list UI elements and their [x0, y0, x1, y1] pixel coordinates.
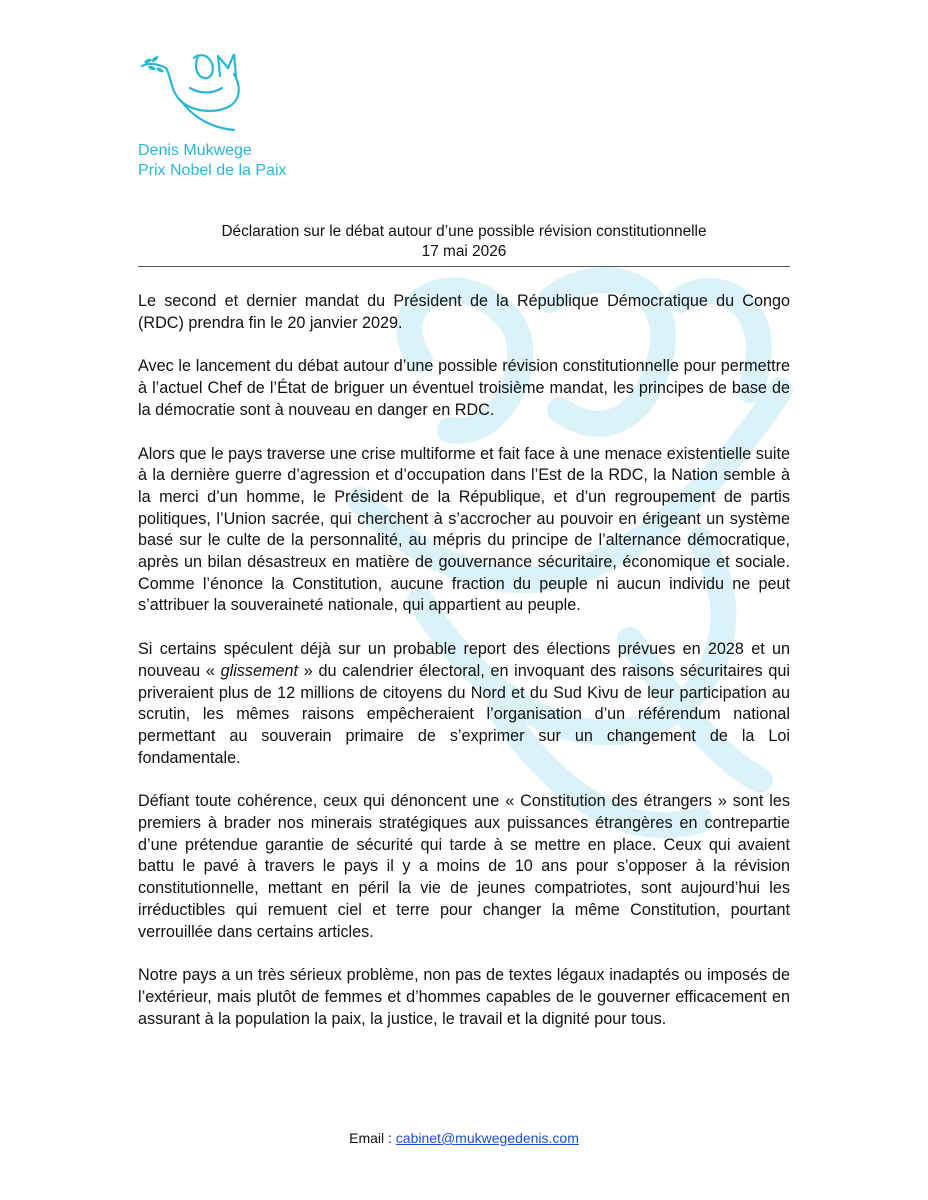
- brand-subtitle: Prix Nobel de la Paix: [138, 162, 287, 179]
- declaration-date: 17 mai 2026: [421, 243, 507, 260]
- footer: [0, 1130, 928, 1146]
- paragraph-4-emphasis: glissement: [220, 661, 298, 680]
- declaration-body: [138, 291, 790, 1052]
- paragraph-3: Alors que le pays traverse une crise multiforme et fait face à une menace existentielle suite à la dernière guerre d’agression et d’occupation dans l’Est de la RDC, la Nation semble à la merci d’un homme, le Président de la République, et d’un regroupement de partis politiques, l’Union sacrée, qui cherchent à s’accrocher au pouvoir en érigeant un système basé sur le culte de la personnalité, au mépris du principe de l’alternance démocratique, après un bilan désastreux en matière de gouvernance sécuritaire, économique et sociale. Comme l’énonce la Constitution, aucune fraction du peuple ni aucun individu ne peut s’attribuer la souveraineté nationale, qui appartient au peuple.: [138, 444, 790, 615]
- brand-block: [138, 141, 287, 181]
- brand-name: Denis Mukwege: [138, 142, 252, 159]
- heading-divider: [138, 266, 790, 267]
- email-link[interactable]: cabinet@mukwegedenis.com: [395, 1130, 579, 1146]
- declaration-title: Déclaration sur le débat autour d’une possible révision constitutionnelle: [221, 223, 707, 240]
- paragraph-1: Le second et dernier mandat du Président de la République Démocratique du Congo (RDC) prendra fin le 20 janvier 2029.: [138, 292, 790, 332]
- paragraph-5: Défiant toute cohérence, ceux qui dénoncent une « Constitution des étrangers » sont les premiers à brader nos minerais stratégiques aux puissances étrangères en contrepartie d’une prétendue garantie de sécurité qui tarde à se mettre en place. Ceux qui avaient battu le pavé à travers le pays il y a moins de 10 ans pour s’opposer à la révision constitutionnelle, mettant en péril la vie de jeunes compatriotes, sont aujourd’hui les irréductibles qui remuent ciel et terre pour changer la même Constitution, pourtant verrouillée dans certains articles.: [138, 792, 790, 941]
- paragraph-6: Notre pays a un très sérieux problème, non pas de textes légaux inadaptés ou imposés de l’extérieur, mais plutôt de femmes et d’hommes capables de le gouverner efficacement en assurant à la population la paix, la justice, le travail et la dignité pour tous.: [138, 966, 790, 1028]
- paragraph-4-end: » du calendrier électoral, en invoquant des raisons sécuritaires qui priveraient plus de 12 millions de citoyens du Nord et du Sud Kivu de leur participation au scrutin, les mêmes raisons empêcheraient l’organisation d’un référendum national permettant au souverain primaire de s’exprimer sur un changement de la Loi fondamentale.: [138, 661, 790, 767]
- paragraph-4: [138, 639, 790, 769]
- dove-logo-icon: [138, 48, 248, 140]
- paragraph-4-start: Si certains spéculent déjà sur un probable report des élections prévues en 2028 et un nouveau «: [138, 640, 790, 680]
- declaration-heading: [138, 222, 790, 262]
- email-label: Email :: [349, 1130, 396, 1146]
- paragraph-2: Avec le lancement du débat autour d’une possible révision constitutionnelle pour permettre à l’actuel Chef de l’État de briguer un éventuel troisième mandat, les principes de base de la démocratie sont à nouveau en danger en RDC.: [138, 357, 790, 419]
